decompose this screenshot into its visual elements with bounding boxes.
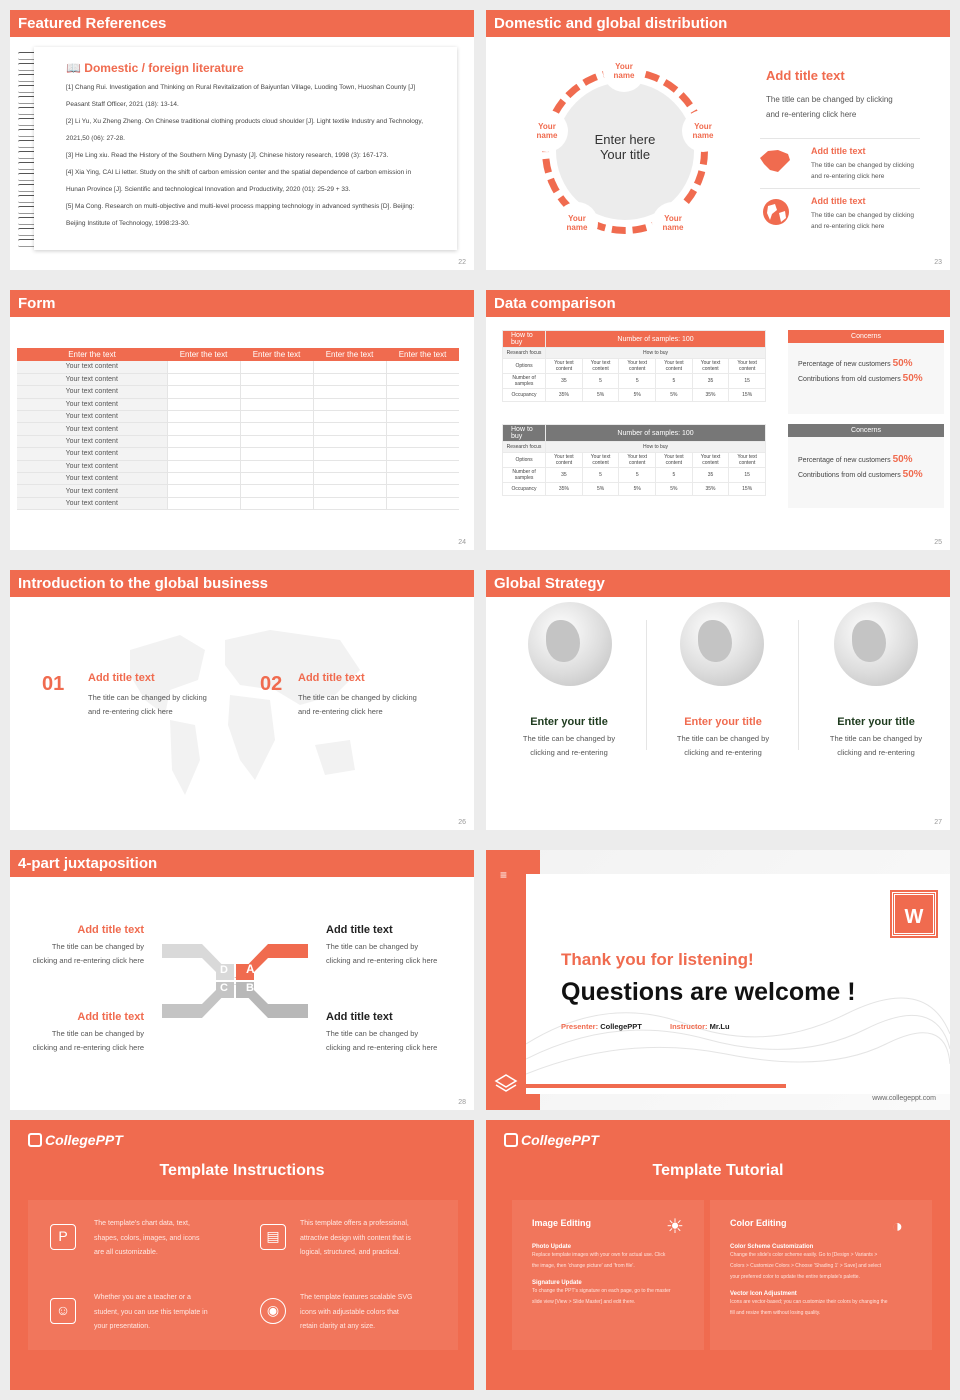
table-cell: 5% bbox=[582, 389, 619, 402]
table-cell bbox=[167, 361, 240, 373]
section-title: Add title text bbox=[766, 68, 845, 83]
table-cell bbox=[240, 423, 313, 435]
feature-text: The template features scalable SVG icons with adjustable colors that retain clarity at any size. bbox=[300, 1294, 413, 1330]
subsection-title: Vector Icon Adjustment bbox=[730, 1291, 797, 1297]
table-cell bbox=[313, 460, 386, 472]
comparison-table bbox=[502, 330, 766, 402]
concerns-box bbox=[788, 330, 944, 414]
table-row bbox=[17, 373, 459, 385]
table-cell bbox=[313, 411, 386, 423]
table-cell: Your text content bbox=[17, 361, 167, 373]
slide-references bbox=[10, 10, 474, 270]
strategy-column bbox=[806, 716, 946, 760]
layers-icon: ▤ bbox=[260, 1224, 286, 1250]
table-cell bbox=[167, 497, 240, 509]
slide-header: Form bbox=[10, 290, 474, 317]
table-cell bbox=[167, 386, 240, 398]
slide-title: Template Instructions bbox=[159, 1162, 325, 1179]
table-cell bbox=[240, 361, 313, 373]
part-b: Add title text The title can be changed by clicking and re-entering click here bbox=[326, 1011, 438, 1052]
table-cell bbox=[313, 398, 386, 410]
logo: W bbox=[892, 892, 936, 936]
table-cell bbox=[313, 485, 386, 497]
document-icon: P bbox=[50, 1224, 76, 1250]
table-cell: Your text content bbox=[729, 359, 766, 374]
column-body: The title can be changed by clicking and re-entering bbox=[522, 734, 616, 757]
divider bbox=[760, 138, 920, 139]
slide-juxtaposition bbox=[10, 850, 474, 1110]
table-cell: Research focus bbox=[503, 348, 546, 359]
item-title: Add title text bbox=[298, 672, 365, 684]
divider bbox=[646, 620, 647, 750]
table-cell: 35% bbox=[546, 483, 583, 496]
column-title: Enter your title bbox=[837, 716, 915, 728]
table-cell: Your text content bbox=[17, 373, 167, 385]
table-cell: Your text content bbox=[692, 359, 729, 374]
page-number: 27 bbox=[934, 819, 942, 826]
table-row bbox=[17, 473, 459, 485]
accent-bar bbox=[526, 1084, 786, 1088]
feature-text: Whether you are a teacher or a student, you can use this template in your presentation. bbox=[94, 1294, 208, 1330]
table-cell bbox=[240, 448, 313, 460]
reference-line: 2021,50 (06): 27-28. bbox=[66, 135, 125, 142]
table-cell: 5% bbox=[582, 483, 619, 496]
table-cell bbox=[386, 473, 459, 485]
column-body: The title can be changed by clicking and re-entering bbox=[829, 734, 923, 757]
table-cell: Your text content bbox=[17, 448, 167, 460]
part-c: Add title text The title can be changed by clicking and re-entering click here bbox=[32, 1011, 144, 1052]
page-number: 28 bbox=[458, 1099, 466, 1106]
table-cell bbox=[313, 473, 386, 485]
table-cell: Occupancy bbox=[503, 389, 546, 402]
ring-node: Your name bbox=[652, 202, 694, 244]
reference-line: [4] Xia Ying, CAI Li letter. Study on the shift of carbon emission center and the spatial dependence of carbon emission in bbox=[66, 169, 412, 176]
table-title: How to buy bbox=[503, 331, 546, 348]
table-cell: 5 bbox=[656, 468, 693, 483]
reference-line: [5] Ma Cong. Research on multi-objective and multi-level process mapping technology in advanced synthesis [D]. Beijing: bbox=[66, 203, 415, 210]
item-number: 01 bbox=[42, 673, 65, 695]
table-cell bbox=[386, 460, 459, 472]
table-cell bbox=[386, 398, 459, 410]
letter-d: D bbox=[220, 964, 228, 976]
ring-node: Your name bbox=[526, 110, 568, 152]
questions-text: Questions are welcome ! bbox=[561, 978, 856, 1006]
slide-global-strategy bbox=[486, 570, 950, 830]
table-cell bbox=[167, 423, 240, 435]
table-cell: Research focus bbox=[503, 442, 546, 453]
table-cell: Your text content bbox=[17, 411, 167, 423]
table-cell bbox=[313, 386, 386, 398]
column-header: Enter the text bbox=[240, 348, 313, 361]
column-header: Enter the text bbox=[313, 348, 386, 361]
brand-icon bbox=[504, 1133, 518, 1147]
table-cell: 5 bbox=[656, 374, 693, 389]
concerns-box bbox=[788, 424, 944, 508]
table-cell bbox=[240, 485, 313, 497]
globe-icon bbox=[680, 602, 764, 686]
table-cell: Your text content bbox=[17, 435, 167, 447]
table-cell: 5 bbox=[619, 374, 656, 389]
table-cell: 5 bbox=[619, 468, 656, 483]
table-cell: Your text content bbox=[17, 460, 167, 472]
table-cell bbox=[386, 485, 459, 497]
table-title: Number of samples: 100 bbox=[546, 331, 766, 348]
table-cell: 5% bbox=[656, 389, 693, 402]
item-body: The title can be changed by clicking and re-entering click here bbox=[811, 212, 914, 230]
divider bbox=[798, 620, 799, 750]
form-table bbox=[17, 348, 459, 510]
presenter-line: Presenter: CollegePPT bbox=[561, 1022, 642, 1031]
table-cell bbox=[240, 411, 313, 423]
menu-icon[interactable]: ≡ bbox=[500, 868, 508, 882]
table-cell: 5% bbox=[656, 483, 693, 496]
reference-line: Hunan Province [J]. Scientific and technological Innovation and Productivity, 2020 (01): 25-29 + 33. bbox=[66, 186, 351, 193]
subsection-text: Change the slide's color scheme easily. Go to [Design > Variants > Colors > Customize Colors > Choose 'Shading 1' > Save] and select your preferred color to update the entire template's palette. bbox=[730, 1252, 882, 1280]
table-cell: Your text content bbox=[546, 453, 583, 468]
part-a: Add title text The title can be changed by clicking and re-entering click here bbox=[326, 924, 438, 965]
slide-global-business bbox=[10, 570, 474, 830]
thank-you-card bbox=[526, 874, 950, 1094]
table-row bbox=[17, 361, 459, 373]
website-url[interactable]: www.collegeppt.com bbox=[872, 1095, 936, 1102]
reference-line: Beijing Institute of Technology, 1998:23-30. bbox=[66, 220, 190, 227]
letter-a: A bbox=[246, 962, 255, 976]
reference-line: [1] Chang Rui. Investigation and Thinking on Rural Revitalization of Baiyunfan Village, Luoding Town, Huoshan County [J] bbox=[66, 84, 416, 91]
part-d: Add title text The title can be changed by clicking and re-entering click here bbox=[32, 924, 144, 965]
column-title: Enter your title bbox=[684, 716, 762, 728]
reference-line: [2] Li Yu, Xu Zheng Zheng. On Chinese traditional clothing products cloud shoulder [J]. Light textile Industry and Technology, bbox=[66, 118, 423, 125]
strategy-column bbox=[499, 716, 639, 760]
table-cell: Number of samples bbox=[503, 468, 546, 483]
table-cell bbox=[386, 435, 459, 447]
table-cell bbox=[167, 411, 240, 423]
table-cell: Your text content bbox=[17, 485, 167, 497]
lightbulb-icon: ☀ bbox=[666, 1216, 684, 1238]
table-row bbox=[17, 411, 459, 423]
table-cell: 35 bbox=[546, 468, 583, 483]
table-cell bbox=[386, 373, 459, 385]
item-title: Add title text bbox=[811, 146, 866, 156]
table-cell: 5% bbox=[619, 389, 656, 402]
slide-thank-you bbox=[486, 850, 950, 1110]
globe-icon bbox=[834, 602, 918, 686]
table-cell bbox=[167, 398, 240, 410]
concerns-header: Concerns bbox=[788, 424, 944, 437]
panel-title: Color Editing bbox=[730, 1218, 787, 1228]
table-cell: Your text content bbox=[656, 453, 693, 468]
column-title: Enter your title bbox=[530, 716, 608, 728]
table-cell: How to buy bbox=[546, 348, 766, 359]
table-cell bbox=[386, 361, 459, 373]
table-title: Number of samples: 100 bbox=[546, 425, 766, 442]
table-cell: Your text content bbox=[692, 453, 729, 468]
table-cell: Your text content bbox=[619, 359, 656, 374]
four-part-diagram bbox=[162, 944, 308, 1018]
item-body: The title can be changed by clicking and re-entering click here bbox=[88, 693, 207, 716]
table-row bbox=[17, 448, 459, 460]
page-number: 22 bbox=[458, 259, 466, 266]
table-cell: 5% bbox=[619, 483, 656, 496]
table-row bbox=[17, 398, 459, 410]
table-cell: Options bbox=[503, 453, 546, 468]
concern-line: Contributions from old customers 50% bbox=[798, 469, 923, 480]
table-cell: Your text content bbox=[656, 359, 693, 374]
globe-icon bbox=[762, 198, 790, 226]
reference-line: Peasant Staff Officer, 2021 (18): 13-14. bbox=[66, 101, 179, 108]
table-cell bbox=[313, 423, 386, 435]
slide-data-comparison bbox=[486, 290, 950, 550]
slide-header: Introduction to the global business bbox=[10, 570, 474, 597]
table-cell: Your text content bbox=[17, 473, 167, 485]
slide-template-tutorial bbox=[486, 1120, 950, 1390]
table-cell: 35 bbox=[692, 468, 729, 483]
subsection-title: Color Scheme Customization bbox=[730, 1244, 814, 1250]
table-cell: How to buy bbox=[546, 442, 766, 453]
ring-center-text: Enter here Your title bbox=[594, 132, 656, 162]
table-cell: 5 bbox=[582, 374, 619, 389]
panel-title: Image Editing bbox=[532, 1218, 592, 1228]
page-number: 23 bbox=[934, 259, 942, 266]
table-cell bbox=[313, 435, 386, 447]
table-title: How to buy bbox=[503, 425, 546, 442]
table-cell bbox=[386, 423, 459, 435]
concerns-header: Concerns bbox=[788, 330, 944, 343]
subsection-text: Replace template images with your own for actual use. Click the image, then 'change picture' and 'from file'. bbox=[532, 1252, 666, 1269]
column-header: Enter the text bbox=[167, 348, 240, 361]
strategy-column bbox=[653, 716, 793, 760]
table-cell bbox=[167, 448, 240, 460]
slide-header: Data comparison bbox=[486, 290, 950, 317]
table-cell: Your text content bbox=[17, 386, 167, 398]
ring-node: Your name bbox=[603, 50, 645, 92]
brand-icon bbox=[28, 1133, 42, 1147]
subsection-title: Photo Update bbox=[532, 1244, 571, 1250]
table-cell: Your text content bbox=[17, 398, 167, 410]
subsection-title: Signature Update bbox=[532, 1280, 582, 1286]
feature-text: The template's chart data, text, shapes, colors, images, and icons are all customizable. bbox=[94, 1220, 200, 1256]
table-cell bbox=[240, 497, 313, 509]
table-cell: Your text content bbox=[582, 359, 619, 374]
slide-header: Global Strategy bbox=[486, 570, 950, 597]
globe-icon bbox=[528, 602, 612, 686]
table-cell: 15 bbox=[729, 374, 766, 389]
table-cell: 15% bbox=[729, 483, 766, 496]
slide-distribution bbox=[486, 10, 950, 270]
slide-template-instructions bbox=[10, 1120, 474, 1390]
table-cell: Your text content bbox=[17, 423, 167, 435]
table-cell bbox=[167, 473, 240, 485]
table-row bbox=[17, 497, 459, 509]
table-cell: Your text content bbox=[546, 359, 583, 374]
literature-title: 📖 Domestic / foreign literature bbox=[66, 61, 244, 75]
letter-c: C bbox=[220, 982, 228, 994]
ring-node: Your name bbox=[556, 202, 598, 244]
palette-icon: ◑ bbox=[892, 1216, 903, 1236]
table-cell: Your text content bbox=[17, 497, 167, 509]
teacher-icon: ☺ bbox=[50, 1298, 76, 1324]
page-number: 26 bbox=[458, 819, 466, 826]
section-body: and re-entering click here bbox=[766, 110, 857, 119]
slide-form bbox=[10, 290, 474, 550]
table-cell: Your text content bbox=[619, 453, 656, 468]
table-row bbox=[17, 485, 459, 497]
column-header: Enter the text bbox=[17, 348, 167, 361]
table-cell bbox=[386, 497, 459, 509]
layers-icon bbox=[494, 1072, 518, 1096]
column-body: The title can be changed by clicking and re-entering bbox=[676, 734, 770, 757]
table-cell bbox=[240, 460, 313, 472]
item-body: The title can be changed by clicking and re-entering click here bbox=[298, 693, 417, 716]
table-cell: 5 bbox=[582, 468, 619, 483]
subsection-text: Icons are vector-based; you can customize their colors by changing the fill and resize them without losing quality. bbox=[730, 1299, 888, 1316]
table-row bbox=[17, 435, 459, 447]
reference-paper bbox=[34, 47, 457, 250]
table-cell: Options bbox=[503, 359, 546, 374]
table-row bbox=[17, 460, 459, 472]
table-cell bbox=[386, 411, 459, 423]
concern-line: Contributions from old customers 50% bbox=[798, 373, 923, 384]
section-body: The title can be changed by clicking bbox=[766, 95, 893, 104]
item-title: Add title text bbox=[88, 672, 155, 684]
page-number: 25 bbox=[934, 539, 942, 546]
slide-header: Featured References bbox=[10, 10, 474, 37]
table-cell bbox=[167, 485, 240, 497]
table-cell bbox=[386, 386, 459, 398]
feature-text: This template offers a professional, attractive design with content that is logical, structured, and practical. bbox=[300, 1220, 411, 1256]
basketball-icon: ◉ bbox=[260, 1298, 286, 1324]
table-cell bbox=[313, 448, 386, 460]
reference-line: [3] He Ling xiu. Read the History of the Southern Ming Dynasty [J]. Chinese history research, 1998 (3): 167-173. bbox=[66, 152, 389, 159]
table-cell bbox=[167, 435, 240, 447]
column-header: Enter the text bbox=[386, 348, 459, 361]
brand-logo: CollegePPT bbox=[28, 1132, 123, 1148]
concern-line: Percentage of new customers 50% bbox=[798, 454, 913, 465]
slide-header: Domestic and global distribution bbox=[486, 10, 950, 37]
subsection-text: To change the PPT's signature on each page, go to the master slide view [View > Slide Master] and edit there. bbox=[532, 1288, 671, 1305]
brand-logo: CollegePPT bbox=[504, 1132, 599, 1148]
table-cell: Your text content bbox=[582, 453, 619, 468]
item-body: The title can be changed by clicking and re-entering click here bbox=[811, 162, 914, 180]
instructor-line: Instructor: Mr.Lu bbox=[670, 1022, 730, 1031]
letter-b: B bbox=[246, 982, 254, 994]
table-cell: 15 bbox=[729, 468, 766, 483]
table-cell bbox=[386, 448, 459, 460]
comparison-table bbox=[502, 424, 766, 496]
book-icon: 📖 bbox=[66, 61, 85, 75]
slide-title: Template Tutorial bbox=[652, 1162, 784, 1179]
china-map-icon bbox=[758, 148, 792, 174]
table-cell bbox=[313, 373, 386, 385]
table-cell: Your text content bbox=[729, 453, 766, 468]
ring-node: Your name bbox=[682, 110, 724, 152]
table-cell bbox=[240, 398, 313, 410]
table-row bbox=[17, 423, 459, 435]
item-title: Add title text bbox=[811, 196, 866, 206]
item-number: 02 bbox=[260, 673, 283, 695]
table-cell: 35 bbox=[546, 374, 583, 389]
table-cell: 35% bbox=[546, 389, 583, 402]
table-cell bbox=[240, 473, 313, 485]
table-row bbox=[17, 386, 459, 398]
table-cell: 35% bbox=[692, 389, 729, 402]
table-cell bbox=[167, 460, 240, 472]
table-cell: 35 bbox=[692, 374, 729, 389]
table-cell: Occupancy bbox=[503, 483, 546, 496]
table-cell bbox=[240, 373, 313, 385]
concern-line: Percentage of new customers 50% bbox=[798, 358, 913, 369]
table-cell bbox=[240, 386, 313, 398]
table-cell bbox=[313, 497, 386, 509]
table-cell bbox=[167, 373, 240, 385]
table-cell: 35% bbox=[692, 483, 729, 496]
slide-header: 4-part juxtaposition bbox=[10, 850, 474, 877]
thanks-text: Thank you for listening! bbox=[561, 950, 754, 969]
table-cell bbox=[313, 361, 386, 373]
table-cell bbox=[240, 435, 313, 447]
table-cell: Number of samples bbox=[503, 374, 546, 389]
divider bbox=[760, 188, 920, 189]
page-number: 24 bbox=[458, 539, 466, 546]
table-cell: 15% bbox=[729, 389, 766, 402]
